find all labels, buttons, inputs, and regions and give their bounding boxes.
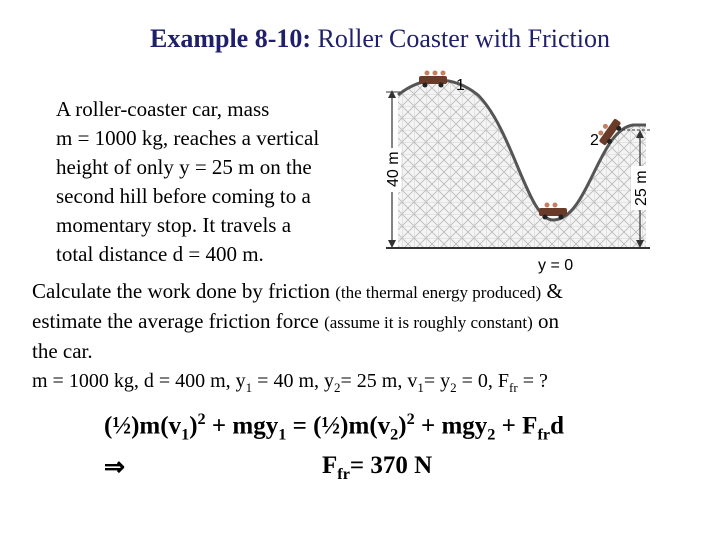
task-line-estimate: [32, 307, 563, 337]
problem-line: momentary stop. It travels a: [56, 213, 292, 237]
baseline-label: y = 0: [538, 257, 574, 274]
implies-arrow: ⇒: [104, 454, 125, 481]
height-label-25m: 25 m: [633, 170, 650, 206]
title-text: Roller Coaster with Friction: [317, 24, 610, 53]
estimate-on: on: [538, 309, 560, 333]
slide-title: [0, 24, 720, 54]
point-2-label: 2: [590, 132, 599, 149]
height-label-40m: 40 m: [385, 151, 402, 187]
problem-line: height of only y = 25 m on the: [56, 155, 312, 179]
known-values: m = 1000 kg, d = 400 m, $y_1 = 40$ m, $y_2= 25$ m, $v_1= y_2 = 0$, $F_{fr}$ = ?: [32, 370, 548, 395]
task-line-end: the car.: [32, 339, 93, 363]
problem-line: A roller-coaster car, mass: [56, 97, 270, 121]
task-statement: [32, 277, 563, 366]
problem-line: second hill before coming to a: [56, 184, 311, 208]
problem-statement: [56, 95, 319, 269]
roller-coaster-figure: [378, 70, 658, 278]
problem-line: m = 1000 kg, reaches a vertical: [56, 126, 320, 150]
point-1-label: 1: [456, 77, 465, 94]
problem-line: total distance d = 400 m.: [56, 242, 264, 266]
estimate-note: (assume it is roughly constant): [324, 313, 533, 332]
estimate-text: estimate the average friction force: [32, 309, 319, 333]
task-line-calculate: [32, 277, 563, 307]
calc-text: Calculate the work done by friction: [32, 279, 330, 303]
ampersand: &: [546, 279, 563, 303]
title-prefix: Example 8-10:: [149, 24, 312, 53]
calc-note: (the thermal energy produced): [335, 283, 542, 302]
friction-result: $F_{fr}= 370$ N: [322, 452, 433, 483]
coaster-car-bottom: [539, 203, 567, 220]
energy-equation: $(\frac{1}{2})m(v_1)^2 + mgy_1$ = $(\frac{1}{2})m(v_2)^2 + mgy_2 + F_{fr}d$: [104, 410, 564, 444]
coaster-support-structure: [398, 80, 646, 248]
